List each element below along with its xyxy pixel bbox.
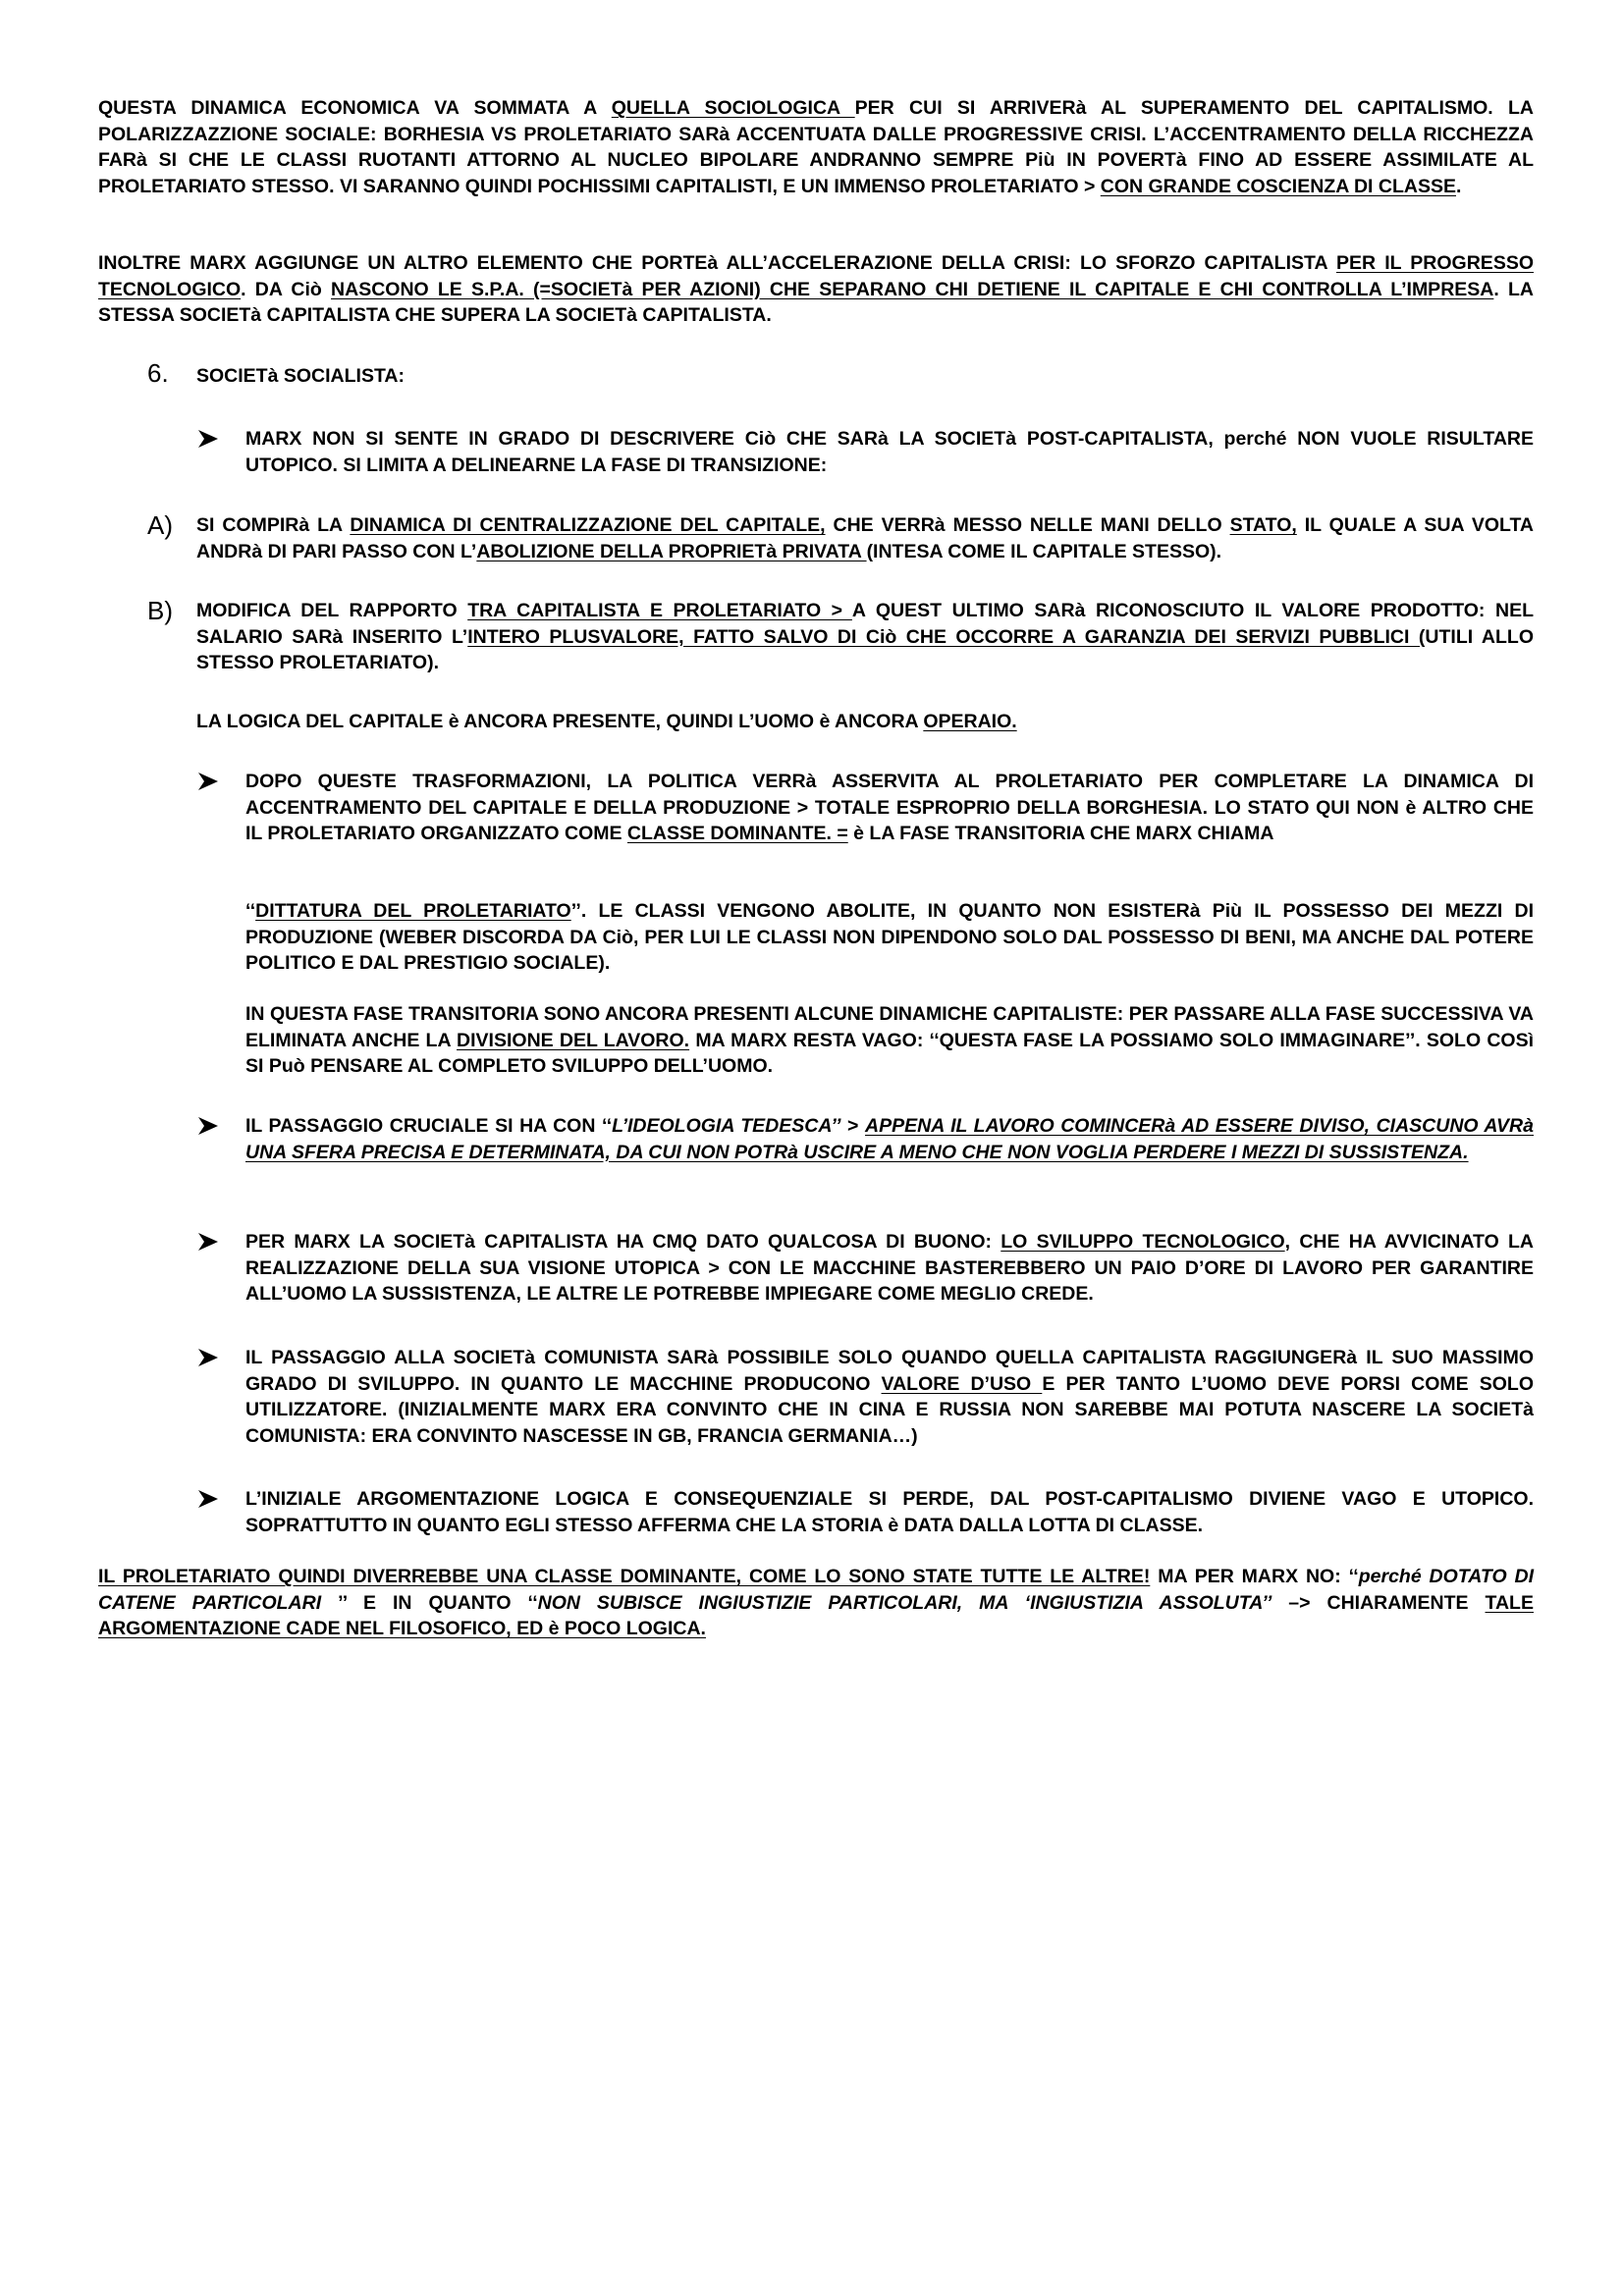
underlined-run: INTERO PLUSVALORE, FATTO SALVO DI Ciò CHE OCCORRE A GARANZIA DEI SERVIZI PUBBLICI ( <box>467 625 1426 648</box>
text-run: A QUEST ULTIMO SARà RICONOSCIUTO IL VALORE PRODOTTO: NEL SALARIO SARà INSERITO L’ <box>196 600 1534 648</box>
underlined-run: CLASSE DOMINANTE. = <box>626 823 848 844</box>
text-run: ‘‘ <box>245 900 256 922</box>
text-run: IN QUESTA FASE TRANSITORIA SONO ANCORA PRESENTI ALCUNE DINAMICHE CAPITALISTE: PER PASSARE ALLA FASE SUCCESSIVA VA ELIMINATA ANCHE LA <box>245 1003 1534 1051</box>
paragraph-dictatorship-proletariat <box>245 898 1534 977</box>
bullet-technological-development <box>245 1229 1534 1308</box>
underlined-run: TALE ARGOMENTAZIONE CADE NEL FILOSOFICO, ED è POCO LOGICA. <box>98 1591 1534 1639</box>
text-run: . LA STESSA SOCIETà CAPITALISTA CHE SUPERA LA SOCIETà CAPITALISTA. <box>98 278 1534 326</box>
underlined-run: PER IL PROGRESSO TECNOLOGICO <box>98 252 1534 300</box>
underlined-run: OPERAIO. <box>923 711 1017 732</box>
bullet-german-ideology <box>245 1113 1534 1165</box>
arrowhead-bullet-icon <box>196 1346 220 1369</box>
italic-underlined-run: APPENA IL LAVORO COMINCERà AD ESSERE DIVISO, CIASCUNO AVRà UNA SFERA PRECISA E DETERMINATA, DA CUI NON POTRà USCIRE A MENO CHE NON VOGLIA PERDERE I MEZZI DI SUSSISTENZA. <box>245 1115 1534 1163</box>
text-run: IL PASSAGGIO ALLA SOCIETà COMUNISTA SARà POSSIBILE SOLO QUANDO QUELLA CAPITALISTA RAGGIUNGERà IL SUO MASSIMO GRADO DI SVILUPPO. IN QUANTO LE MACCHINE PRODUCONO <box>245 1347 1534 1395</box>
text-run: PER MARX LA SOCIETà CAPITALISTA HA CMQ DATO QUALCOSA DI BUONO: <box>245 1231 1001 1253</box>
text-run: INOLTRE MARX AGGIUNGE UN ALTRO ELEMENTO CHE PORTEà ALL’ACCELERAZIONE DELLA CRISI: LO SFORZO CAPITALISTA <box>98 252 1336 274</box>
text-run: ’’. LE CLASSI VENGONO ABOLITE, IN QUANTO NON ESISTERà Più IL POSSESSO DEI MEZZI DI PRODUZIONE (WEBER DISCORDA DA Ciò, PER LUI LE CLASSI NON DIPENDONO SOLO DAL POSSESSO DI BENI, MA ANCHE DAL POTERE POLITICO E DAL PRESTIGIO SOCIALE). <box>245 900 1534 974</box>
bullet-communist-transition <box>245 1345 1534 1449</box>
text-run: MODIFICA DEL RAPPORTO <box>196 600 468 621</box>
section-heading-socialist-society: SOCIETà SOCIALISTA: <box>196 365 405 387</box>
paragraph-transitional-phase <box>245 1001 1534 1080</box>
bullet-argument-lost: L’INIZIALE ARGOMENTAZIONE LOGICA E CONSEQUENZIALE SI PERDE, DAL POST-CAPITALISMO DIVIENE VAGO E UTOPICO. SOPRATTUTTO IN QUANTO EGLI STESSO AFFERMA CHE LA STORIA è DATA DALLA LOTTA DI CLASSE. <box>245 1488 1534 1536</box>
underlined-run: QUELLA SOCIOLOGICA <box>611 97 855 119</box>
underlined-run: DIVISIONE DEL LAVORO. <box>457 1029 690 1051</box>
underlined-run: STATO, <box>1229 514 1297 536</box>
text-run: UTILI ALLO STESSO PROLETARIATO). <box>196 625 1534 673</box>
paragraph-capital-logic <box>196 709 1534 735</box>
text-run: E PER TANTO L’UOMO DEVE PORSI COME SOLO UTILIZZATORE. (INIZIALMENTE MARX ERA CONVINTO CHE IN CINA E RUSSIA NON SAREBBE MAI POTUTA NASCERE LA SOCIETà COMUNISTA: ERA CONVINTO NASCESSE IN GB, FRANCIA GERMANIA…) <box>245 1372 1534 1447</box>
arrowhead-bullet-icon <box>196 1487 220 1511</box>
italic-run: L’IDEOLOGIA TEDESCA’’ <box>612 1115 841 1137</box>
text-run: IL QUALE A SUA VOLTA ANDRà DI PARI PASSO CON L’ <box>196 514 1535 562</box>
underlined-run: NASCONO LE S.P.A. (=SOCIETà PER AZIONI) CHE SEPARANO CHI DETIENE IL CAPITALE E CHI CONTROLLA L’IMPRESA <box>331 278 1494 300</box>
underlined-run: ABOLIZIONE DELLA PROPRIETà PRIVATA <box>476 540 867 562</box>
underlined-run: LO SVILUPPO TECNOLOGICO <box>1001 1231 1285 1253</box>
item-a-centralization <box>196 512 1534 564</box>
text-run: CHE VERRà MESSO NELLE MANI DELLO <box>825 514 1230 536</box>
underlined-run: TRA CAPITALISTA E PROLETARIATO > <box>467 600 852 621</box>
text-run: PER CUI SI ARRIVERà AL SUPERAMENTO DEL CAPITALISMO. LA POLARIZZAZZIONE SOCIALE: BORHESIA VS PROLETARIATO SARà ACCENTUATA DALLE PROGRESSIVE CRISI. L’ACCENTRAMENTO DELLA RICCHEZZA FARà SI CHE LE CLASSI RUOTANTI ATTORNO AL NUCLEO BIPOLARE ANDRANNO SEMPRE Più IN POVERTà FINO AD ESSERE ASSIMILATE AL PROLETARIATO STESSO. VI SARANNO QUINDI POCHISSIMI CAPITALISTI, E UN IMMENSO PROLETARIATO > <box>98 97 1534 197</box>
text-run: –> CHIARAMENTE <box>1271 1591 1486 1614</box>
text-run: IL PASSAGGIO CRUCIALE SI HA CON ‘‘ <box>245 1115 613 1137</box>
text-run: MA PER MARX NO: ‘‘ <box>1150 1566 1359 1587</box>
text-run: è LA FASE TRANSITORIA CHE MARX CHIAMA <box>847 823 1274 844</box>
text-run: ’’ E IN QUANTO ‘‘ <box>338 1591 538 1614</box>
italic-run: perché DOTATO DI CATENE PARTICOLARI <box>98 1566 1535 1614</box>
text-run: QUESTA DINAMICA ECONOMICA VA SOMMATA A <box>98 97 612 119</box>
italic-run: NON SUBISCE INGIUSTIZIE PARTICOLARI, MA ‘INGIUSTIZIA ASSOLUTA’’ <box>537 1591 1272 1614</box>
text-run: LA LOGICA DEL CAPITALE è ANCORA PRESENTE, QUINDI L’UOMO è ANCORA <box>196 711 924 732</box>
arrowhead-bullet-icon <box>196 427 220 451</box>
list-marker-b: B) <box>147 596 173 625</box>
text-run: . DA Ciò <box>241 278 332 300</box>
section-number: 6. <box>147 358 169 388</box>
text-run: DOPO QUESTE TRASFORMAZIONI, LA POLITICA VERRà ASSERVITA AL PROLETARIATO PER COMPLETARE LA DINAMICA DI ACCENTRAMENTO DEL CAPITALE E DELLA PRODUZIONE > TOTALE ESPROPRIO DELLA BORGHESIA. LO STATO QUI NON è ALTRO CHE IL PROLETARIATO ORGANIZZATO COME <box>245 771 1534 844</box>
underlined-run: IL PROLETARIATO QUINDI DIVERREBBE UNA CLASSE DOMINANTE, COME LO SONO STATE TUTTE LE ALTRE! <box>98 1566 1151 1587</box>
text-run: , CHE HA AVVICINATO LA REALIZZAZIONE DELLA SUA VISIONE UTOPICA > CON LE MACCHINE BASTEREBBERO UN PAIO D’ORE DI LAVORO PER GARANTIRE ALL’UOMO LA SUSSISTENZA, LE ALTRE LE POTREBBE IMPIEGARE COME MEGLIO CREDE. <box>245 1231 1535 1305</box>
underlined-run: VALORE D’USO <box>881 1372 1043 1395</box>
paragraph-sociological-dynamic <box>98 95 1534 199</box>
bullet-politics-transformation <box>245 769 1534 847</box>
paragraph-conclusion <box>98 1564 1534 1642</box>
text-run: MA MARX RESTA VAGO: ‘‘QUESTA FASE LA POSSIAMO SOLO IMMAGINARE’’. SOLO COSì SI Può PENSARE AL COMPLETO SVILUPPO DELL’UOMO. <box>245 1029 1535 1077</box>
list-marker-a: A) <box>147 510 173 540</box>
text-run: SI COMPIRà LA <box>196 514 351 536</box>
text-run: . <box>1455 175 1462 197</box>
underlined-run: DINAMICA DI CENTRALIZZAZIONE DEL CAPITALE, <box>350 514 826 536</box>
item-b-relationship <box>196 598 1534 676</box>
arrowhead-bullet-icon <box>196 1230 220 1254</box>
bullet-post-capitalist-description: MARX NON SI SENTE IN GRADO DI DESCRIVERE Ciò CHE SARà LA SOCIETà POST-CAPITALISTA, perché NON VUOLE RISULTARE UTOPICO. SI LIMITA A DELINEARNE LA FASE DI TRANSIZIONE: <box>245 428 1534 476</box>
underlined-run: DITTATURA DEL PROLETARIATO <box>255 900 571 922</box>
text-run: (INTESA COME IL CAPITALE STESSO). <box>866 540 1222 562</box>
paragraph-technological-progress <box>98 250 1534 329</box>
arrowhead-bullet-icon <box>196 770 220 793</box>
arrowhead-bullet-icon <box>196 1114 220 1138</box>
underlined-run: CON GRANDE COSCIENZA DI CLASSE <box>1100 175 1456 197</box>
text-run: > <box>840 1115 866 1137</box>
